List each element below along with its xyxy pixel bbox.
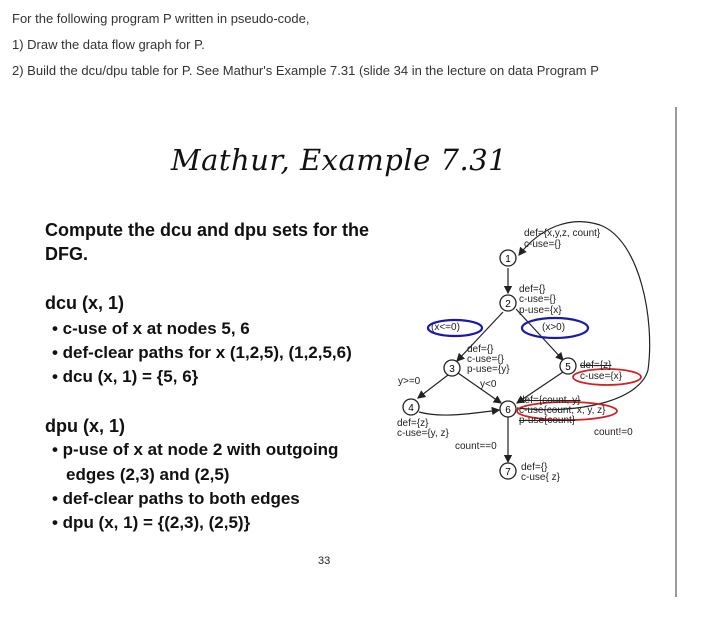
edge-2-5 bbox=[516, 309, 566, 360]
edge-3-4 bbox=[418, 375, 448, 398]
dpu-header: dpu (x, 1) bbox=[45, 416, 125, 436]
edge-label-count-eq-0: count==0 bbox=[455, 441, 497, 452]
svg-text:3: 3 bbox=[449, 364, 455, 375]
node-4-cuse: c-use={y, z} bbox=[397, 428, 449, 439]
svg-text:1: 1 bbox=[505, 254, 511, 265]
node-6-puse: p-use{count} bbox=[519, 415, 576, 426]
dpu-bullet-3: • def-clear paths to both edges bbox=[52, 489, 300, 508]
node-3-puse: p-use={y} bbox=[467, 364, 510, 375]
node-3-cuse: c-use={} bbox=[467, 354, 504, 365]
node-3-def: def={} bbox=[467, 344, 494, 355]
edge-label-y-lt-0: y<0 bbox=[480, 379, 497, 390]
graph-node-6 bbox=[500, 401, 516, 417]
edge-label-count-ne-0: count!=0 bbox=[594, 427, 633, 438]
node-7-def: def={} bbox=[521, 462, 548, 473]
node-7-cuse: c-use{ z} bbox=[521, 472, 560, 483]
graph-node-5 bbox=[560, 358, 576, 374]
graph-node-4 bbox=[403, 399, 419, 415]
graph-node-3 bbox=[444, 360, 460, 376]
edge-label-y-ge-0: y>=0 bbox=[398, 376, 421, 387]
node-1-cuse: c-use={} bbox=[524, 239, 561, 250]
svg-text:7: 7 bbox=[505, 467, 511, 478]
node-2-cuse: c-use={} bbox=[519, 294, 556, 305]
node-2-puse: p-use={x} bbox=[519, 305, 562, 316]
node-6-cuse: c-use{count, x, y, z} bbox=[519, 405, 606, 416]
node-5-cuse: c-use={x} bbox=[580, 371, 622, 382]
question-intro: For the following program P written in pseudo-code, bbox=[12, 11, 310, 26]
graph-node-2 bbox=[500, 295, 516, 311]
dcu-header: dcu (x, 1) bbox=[45, 293, 125, 313]
svg-text:4: 4 bbox=[408, 403, 414, 414]
edge-label-x-le-0: (x<=0) bbox=[431, 322, 460, 333]
edge-label-x-gt-0: (x>0) bbox=[542, 322, 566, 333]
svg-text:6: 6 bbox=[505, 405, 511, 416]
slide-title: Mathur, Example 7.31 bbox=[170, 143, 508, 177]
node-4-def: def={z} bbox=[397, 418, 429, 429]
dcu-bullet-1: • c-use of x at nodes 5, 6 bbox=[52, 319, 250, 338]
dpu-bullet-4: • dpu (x, 1) = {(2,3), (2,5)} bbox=[52, 513, 251, 532]
graph-node-7 bbox=[500, 463, 516, 479]
dcu-bullet-3: • dcu (x, 1) = {5, 6} bbox=[52, 367, 199, 386]
graph-node-1 bbox=[500, 250, 516, 266]
question-step-1: 1) Draw the data flow graph for P. bbox=[12, 37, 205, 52]
page-number: 33 bbox=[318, 555, 331, 567]
dpu-bullet-2: edges (2,3) and (2,5) bbox=[66, 465, 230, 484]
slide-heading-line-2: DFG. bbox=[45, 244, 88, 264]
node-6-def: def={count, y} bbox=[519, 395, 581, 406]
svg-text:5: 5 bbox=[565, 362, 571, 373]
dcu-bullet-2: • def-clear paths for x (1,2,5), (1,2,5,6) bbox=[52, 343, 352, 362]
question-step-2: 2) Build the dcu/dpu table for P. See Mathur's Example 7.31 (slide 34 in the lecture on data Program P bbox=[12, 63, 599, 78]
node-1-def: def={x,y,z, count} bbox=[524, 228, 601, 239]
node-5-def: def={z} bbox=[580, 360, 612, 371]
svg-text:2: 2 bbox=[505, 299, 511, 310]
dpu-bullet-1: • p-use of x at node 2 with outgoing bbox=[52, 440, 339, 459]
edge-4-6 bbox=[419, 410, 499, 415]
node-2-def: def={} bbox=[519, 284, 546, 295]
slide-heading-line-1: Compute the dcu and dpu sets for the bbox=[45, 220, 370, 240]
